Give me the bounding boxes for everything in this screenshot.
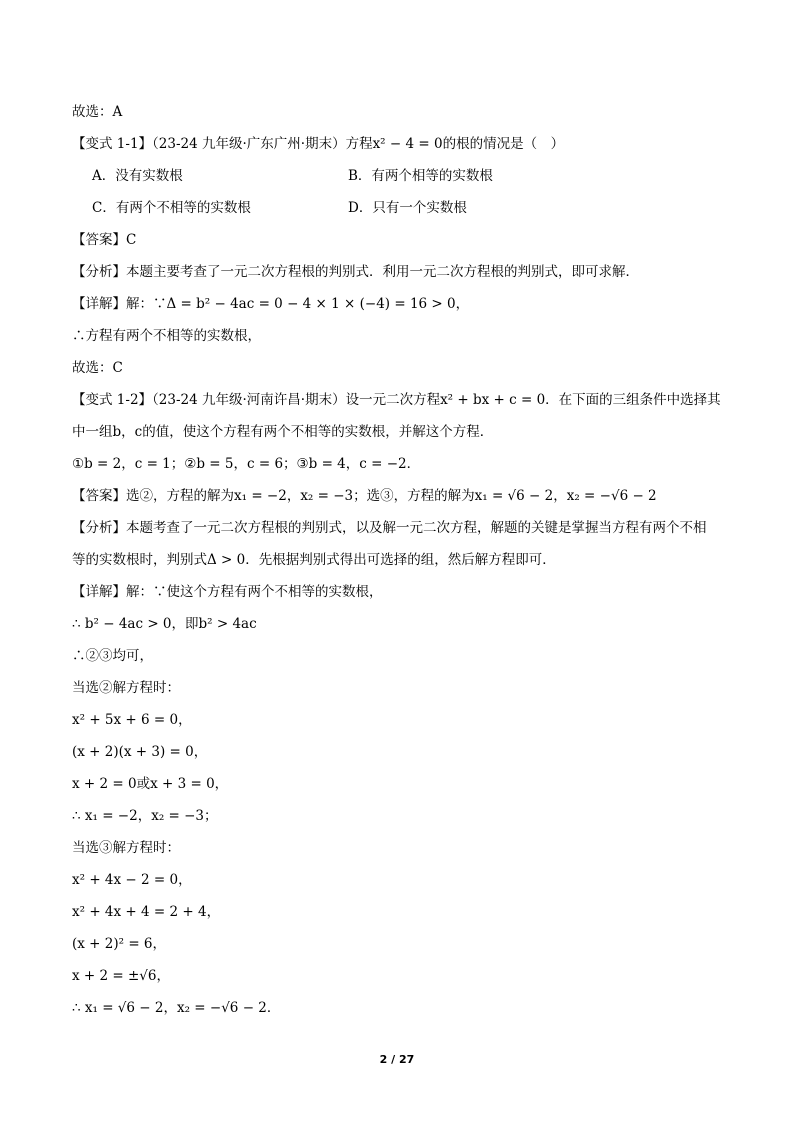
option-b: B．有两个相等的实数根 xyxy=(348,168,493,184)
option-a: A．没有实数根 xyxy=(92,168,183,184)
math-line: 当选③解方程时： xyxy=(72,840,180,856)
math-line: x² + 4x + 4 = 2 + 4， xyxy=(72,904,221,920)
math-line: ∴ x₁ = −2，x₂ = −3； xyxy=(72,808,218,824)
question-1-2-conditions: ①b = 2，c = 1；②b = 5，c = 6；③b = 4，c = −2． xyxy=(72,456,421,472)
math-line: x² + 4x − 2 = 0， xyxy=(72,872,192,888)
math-line: x + 2 = 0或x + 3 = 0， xyxy=(72,776,229,792)
option-c: C．有两个不相等的实数根 xyxy=(92,200,251,216)
page-number: 2 / 27 xyxy=(379,1053,415,1066)
math-line: 当选②解方程时： xyxy=(72,680,180,696)
analysis-1-2: 【分析】本题考查了一元二次方程根的判别式，以及解一元二次方程，解题的关键是掌握当方程有两个不相 xyxy=(72,520,707,536)
question-1-1: 【变式 1-1】（23-24 九年级·广东广州·期末）方程x² − 4 = 0的根的情况是（ ） xyxy=(72,136,565,152)
detail-1-1: 【详解】解：∵Δ = b² − 4ac = 0 − 4 × 1 × (−4) = 16 > 0， xyxy=(72,296,470,312)
math-line: (x + 2)(x + 3) = 0， xyxy=(72,744,208,760)
answer-choice-line: 故选：C xyxy=(72,360,123,376)
answer-1-2: 【答案】选②，方程的解为x₁ = −2，x₂ = −3；选③，方程的解为x₁ = √6 − 2，x₂ = −√6 − 2 xyxy=(72,488,657,504)
math-line: x + 2 = ±√6， xyxy=(72,968,170,984)
answer-1-1: 【答案】C xyxy=(72,232,137,248)
math-line: (x + 2)² = 6， xyxy=(72,936,167,952)
math-line: x² + 5x + 6 = 0， xyxy=(72,712,192,728)
question-1-2-cont: 中一组b，c的值，使这个方程有两个不相等的实数根，并解这个方程． xyxy=(72,424,494,440)
math-line: ∴②③均可， xyxy=(72,648,153,664)
detail-1-2: 【详解】解：∵使这个方程有两个不相等的实数根， xyxy=(72,584,383,600)
analysis-1-1: 【分析】本题主要考查了一元二次方程根的判别式．利用一元二次方程根的判别式，即可求解． xyxy=(72,264,639,280)
detail-1-1-conclusion: ∴方程有两个不相等的实数根， xyxy=(72,328,261,344)
question-1-2: 【变式 1-2】（23-24 九年级·河南许昌·期末）设一元二次方程x² + bx + c = 0．在下面的三组条件中选择其 xyxy=(72,392,721,408)
analysis-1-2-cont: 等的实数根时，判别式Δ > 0．先根据判别式得出可选择的组，然后解方程即可． xyxy=(72,552,556,568)
math-line: ∴ b² − 4ac > 0，即b² > 4ac xyxy=(72,616,257,632)
option-d: D．只有一个实数根 xyxy=(348,200,467,216)
math-line: ∴ x₁ = √6 − 2，x₂ = −√6 − 2． xyxy=(72,1000,281,1016)
answer-choice-line: 故选：A xyxy=(72,104,123,120)
